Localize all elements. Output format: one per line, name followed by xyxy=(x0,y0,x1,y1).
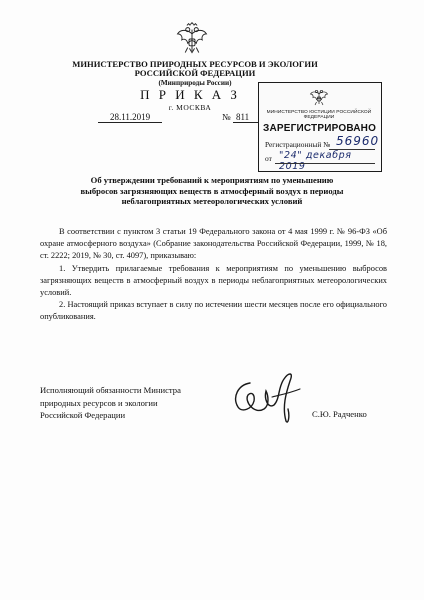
coat-of-arms-icon xyxy=(175,22,209,56)
stamp-registration-label: Регистрационный № xyxy=(265,140,331,149)
date-underline xyxy=(98,122,162,123)
stamp-ministry: МИНИСТЕРСТВО ЮСТИЦИИ РОССИЙСКОЙ ФЕДЕРАЦИИ xyxy=(266,110,372,120)
order-date: 28.11.2019 xyxy=(110,112,151,122)
signatory-position-line: природных ресурсов и экологии xyxy=(40,397,158,408)
stamp-registration-number: 56960 xyxy=(336,134,380,148)
signatory-position-line: Исполняющий обязанности Министра xyxy=(40,385,181,395)
stamp-emblem-icon xyxy=(309,87,329,107)
issue-city: г. МОСКВА xyxy=(168,103,212,112)
number-sign: № xyxy=(222,112,231,122)
stamp-date-underline xyxy=(275,163,375,164)
signatory-position xyxy=(40,384,181,422)
stamp-registration-date: "24" декабря 2019 xyxy=(279,150,352,172)
preamble-paragraph: В соответствии с пунктом 3 статьи 19 Федерального закона от 4 мая 1999 г. № 96-ФЗ «Об охране атмосферного воздуха» (Собрание законодательства Российской Федерации, 1999, № 18, ст. 2222; 2019, № 30, ст. 4097), приказываю: xyxy=(40,227,387,261)
ministry-name: МИНИСТЕРСТВО ПРИРОДНЫХ РЕСУРСОВ И ЭКОЛОГИИ xyxy=(72,59,318,69)
stamp-title: ЗАРЕГИСТРИРОВАНО xyxy=(263,123,377,134)
ministry-short-name: (Минприроды России) xyxy=(158,79,232,87)
clause-2-paragraph: 2. Настоящий приказ вступает в силу по истечении шести месяцев после его официального опубликования. xyxy=(40,300,387,322)
document-type: П Р И К А З xyxy=(140,87,240,102)
order-title-line: неблагоприятных метеорологических условий xyxy=(121,196,303,206)
stamp-from-label: от xyxy=(265,154,272,163)
registration-stamp xyxy=(258,82,382,172)
signatory-position-line: Российской Федерации xyxy=(40,410,126,420)
number-underline xyxy=(233,122,259,123)
order-title-line: выбросов загрязняющих веществ в атмосферный воздух в периоды xyxy=(80,185,344,196)
signatory-name: С.Ю. Радченко xyxy=(312,409,367,419)
ministry-country: РОССИЙСКОЙ ФЕДЕРАЦИИ xyxy=(134,68,256,78)
clause-1-paragraph: 1. Утвердить прилагаемые требования к мероприятиям по уменьшению выбросов загрязняющих веществ в атмосферный воздух в периоды неблагоприятных метеорологических условий. xyxy=(40,263,387,298)
handwritten-signature xyxy=(228,365,308,429)
order-title-line: Об утверждении требований к мероприятиям по уменьшению xyxy=(90,175,334,185)
order-body xyxy=(40,226,387,324)
order-title xyxy=(45,175,379,207)
order-number: 811 xyxy=(236,112,250,122)
